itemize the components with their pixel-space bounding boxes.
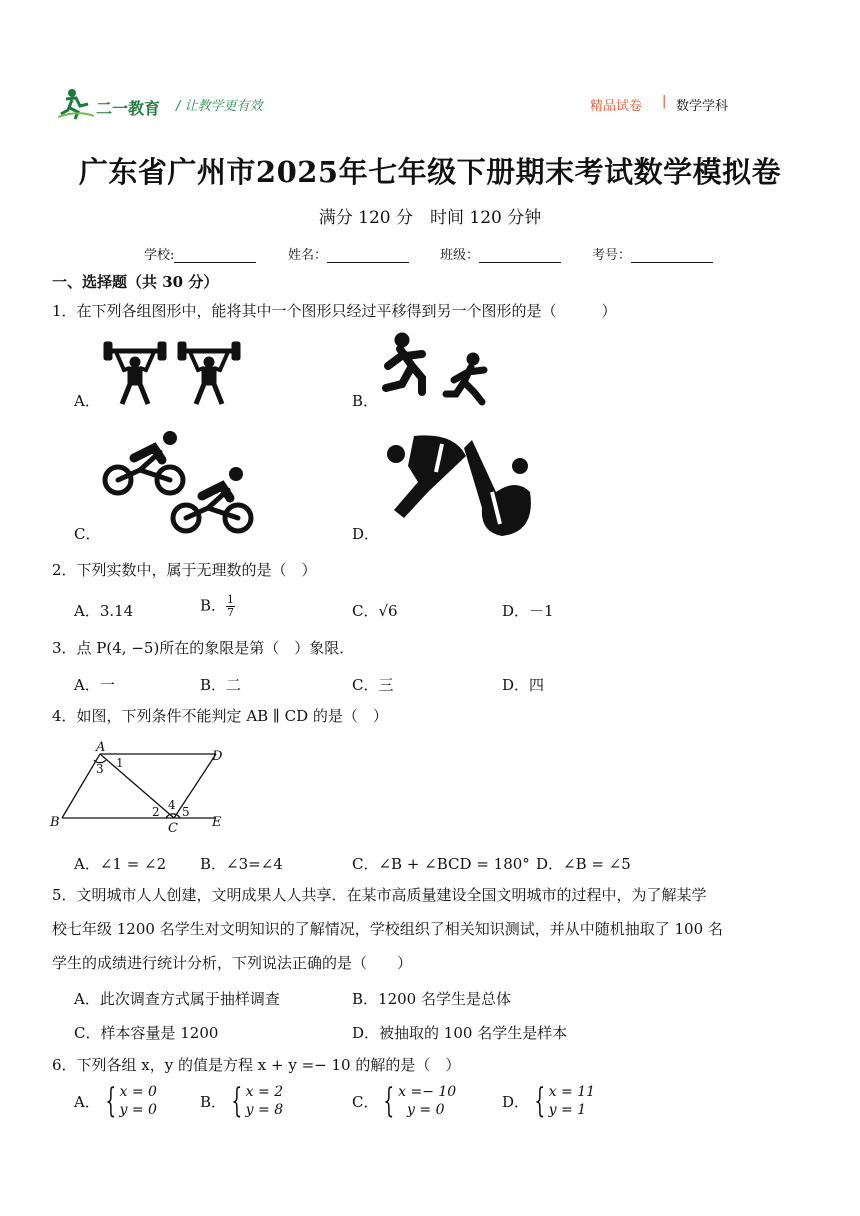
q6-c-line-2: y = 0 — [398, 1102, 445, 1119]
brace-icon: { — [105, 1081, 117, 1122]
point-a-label: A — [96, 740, 106, 755]
q3-option-c[interactable]: C．三 — [352, 676, 394, 694]
fraction-numerator: 1 — [227, 593, 235, 606]
angle-4-label: 4 — [168, 798, 176, 812]
angle-2-label: 2 — [152, 805, 160, 819]
brace-icon: { — [231, 1081, 243, 1122]
parallelogram-figure — [48, 738, 238, 836]
q4-option-c[interactable]: C．∠B + ∠BCD = 180° — [352, 855, 530, 873]
q6-option-d[interactable] — [502, 1081, 596, 1122]
id-label: 考号： — [592, 248, 632, 263]
point-d-label: D — [212, 749, 223, 764]
q6-option-c-label: C． — [352, 1092, 379, 1111]
q6-b-line-2: y = 8 — [245, 1102, 284, 1119]
q6-system-d — [502, 1081, 596, 1122]
q3-option-d[interactable]: D．四 — [502, 676, 545, 694]
q6-d-line-2: y = 1 — [548, 1102, 587, 1119]
q1-option-d[interactable]: D． — [352, 525, 380, 543]
point-b-label: B — [50, 815, 60, 830]
header-separator: | — [662, 94, 667, 109]
q3-option-b[interactable]: B．二 — [200, 676, 242, 694]
q3-option-a[interactable]: A．一 — [74, 676, 115, 694]
q6-c-line-1: x =− 10 — [398, 1084, 457, 1100]
school-blank[interactable] — [174, 248, 256, 263]
q4-option-b[interactable]: B．∠3=∠4 — [200, 855, 283, 873]
q6-b-line-1: x = 2 — [245, 1084, 284, 1100]
q6-system-a — [74, 1081, 157, 1122]
q6-stem: 6．下列各组 x，y 的值是方程 x + y =− 10 的解的是（ ） — [52, 1056, 461, 1074]
subject-label: 数学学科 — [676, 99, 729, 114]
q5-option-c[interactable]: C．样本容量是 1200 — [74, 1024, 219, 1042]
q6-option-d-label: D． — [502, 1092, 530, 1111]
point-c-label: C — [168, 821, 178, 836]
premium-badge: 精品试卷 — [590, 99, 643, 114]
q5-line-2: 校七年级 1200 名学生对文明知识的了解情况，学校组织了相关知识测试，并从中随机抽取了 100 名 — [52, 920, 723, 938]
angle-1-label: 1 — [116, 756, 124, 770]
q2-option-c[interactable]: C．√6 — [352, 602, 398, 620]
cyclists-icon — [102, 428, 258, 536]
angle-3-label: 3 — [96, 762, 104, 776]
q4-stem: 4．如图，下列条件不能判定 AB ∥ CD 的是（ ） — [52, 707, 388, 725]
angle-5-label: 5 — [182, 805, 190, 819]
q6-option-b-label: B． — [200, 1092, 227, 1111]
q6-option-a[interactable] — [74, 1081, 157, 1122]
q5-option-b[interactable]: B．1200 名学生是总体 — [352, 990, 511, 1008]
brace-icon: { — [534, 1081, 546, 1122]
class-label: 班级： — [440, 248, 480, 263]
q2-option-b[interactable] — [200, 594, 235, 619]
q5-line-1: 5．文明城市人人创建，文明成果人人共享．在某市高质量建设全国文明城市的过程中，为了解某学 — [52, 886, 707, 904]
q6-a-line-1: x = 0 — [119, 1084, 157, 1100]
brand-logo — [58, 86, 168, 122]
q2-stem: 2．下列实数中，属于无理数的是（ ） — [52, 561, 317, 579]
section-heading: 一、选择题（共 30 分） — [52, 273, 219, 291]
q6-option-b[interactable] — [200, 1081, 284, 1122]
q2-option-d[interactable]: D．－1 — [502, 602, 554, 620]
q6-option-c[interactable] — [352, 1081, 457, 1122]
q1-option-a[interactable]: A． — [74, 392, 100, 410]
school-field — [144, 244, 256, 263]
name-field — [288, 244, 409, 263]
runners-icon — [378, 332, 498, 408]
fraction-denominator: 7 — [227, 606, 235, 620]
q1-option-b[interactable]: B． — [352, 392, 379, 410]
q4-option-d[interactable]: D．∠B = ∠5 — [536, 855, 631, 873]
page-subtitle: 满分 120 分 时间 120 分钟 — [318, 208, 542, 228]
brace-icon: { — [383, 1081, 395, 1122]
q6-d-line-1: x = 11 — [548, 1084, 596, 1100]
q2-option-a[interactable]: A．3.14 — [74, 602, 134, 620]
weightlifter-pair-icon — [100, 338, 248, 408]
q6-system-b — [200, 1081, 284, 1122]
q5-line-3: 学生的成绩进行统计分析，下列说法正确的是（ ） — [52, 954, 413, 972]
q1-option-c[interactable]: C． — [74, 525, 101, 543]
brand-name: 二一教育 — [96, 99, 161, 118]
q3-stem: 3．点 P(4, −5)所在的象限是第（ ）象限． — [52, 639, 355, 657]
q5-option-a[interactable]: A．此次调查方式属于抽样调查 — [74, 990, 280, 1008]
point-e-label: E — [212, 815, 222, 830]
school-label: 学校: — [144, 248, 175, 263]
slogan: / 让教学更有效 — [176, 99, 263, 114]
q2-option-b-label: B． — [200, 596, 227, 615]
q1-stem: 1．在下列各组图形中，能将其中一个图形只经过平移得到另一个图形的是（ ） — [52, 302, 617, 320]
id-field — [592, 244, 713, 263]
q4-option-a[interactable]: A．∠1 = ∠2 — [74, 855, 167, 873]
q6-a-line-2: y = 0 — [119, 1102, 157, 1119]
class-field — [440, 244, 561, 263]
id-blank[interactable] — [631, 248, 713, 263]
skater-rotated-icon — [384, 432, 536, 536]
name-blank[interactable] — [327, 248, 409, 263]
name-label: 姓名： — [288, 248, 328, 263]
q6-option-a-label: A． — [74, 1092, 100, 1111]
q5-option-d[interactable]: D．被抽取的 100 名学生是样本 — [352, 1024, 568, 1042]
q6-system-c — [352, 1081, 457, 1122]
page-title: 广东省广州市2025年七年级下册期末考试数学模拟卷 — [78, 155, 782, 189]
class-blank[interactable] — [479, 248, 561, 263]
fraction-one-seventh — [226, 594, 235, 619]
